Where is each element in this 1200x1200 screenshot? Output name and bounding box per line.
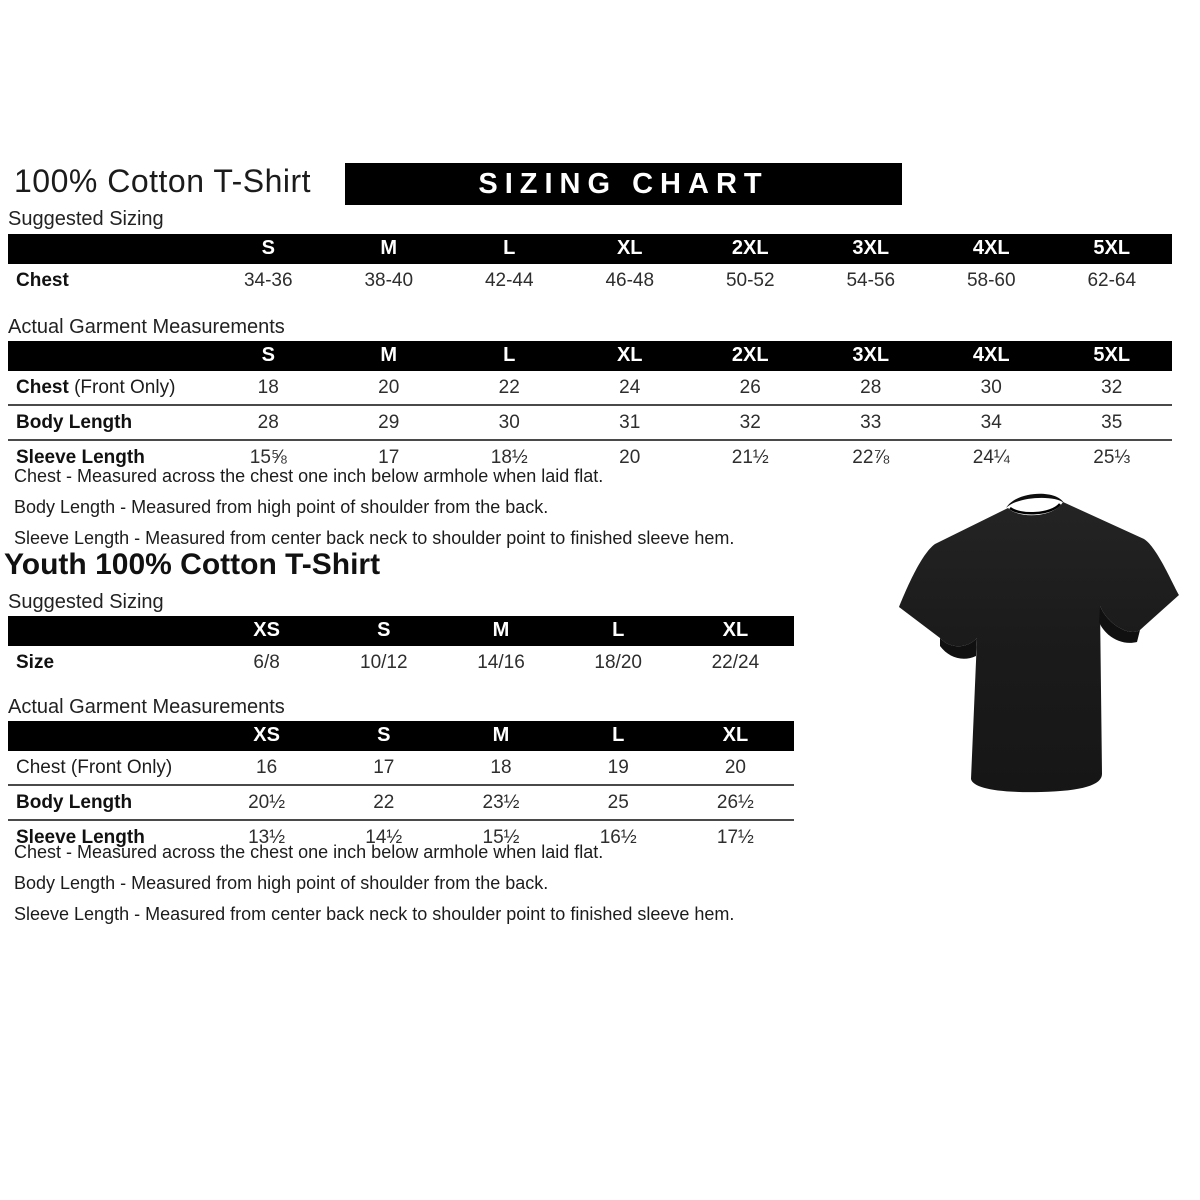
adult-actual-measurements-label: Actual Garment Measurements xyxy=(8,316,285,338)
table-cell: 10/12 xyxy=(360,652,408,673)
table-cell: 33 xyxy=(860,412,882,433)
sizing-chart-banner: SIZING CHART xyxy=(345,163,902,205)
adult-measurement-notes xyxy=(14,466,734,559)
column-header: L xyxy=(560,616,677,646)
column-header: M xyxy=(442,616,559,646)
column-header: 2XL xyxy=(690,234,811,264)
row-label xyxy=(8,371,208,404)
column-header: 5XL xyxy=(1052,234,1173,264)
column-header: 2XL xyxy=(690,341,811,371)
table-cell: 19 xyxy=(607,757,629,778)
adult-actual-measurements-table xyxy=(8,341,1172,474)
column-header: L xyxy=(560,721,677,751)
column-header: XL xyxy=(677,616,794,646)
column-header: M xyxy=(442,721,559,751)
youth-actual-measurements-label: Actual Garment Measurements xyxy=(8,696,285,718)
row-label: Body Length xyxy=(16,412,133,433)
table-cell: 22⅞ xyxy=(852,447,890,468)
table-cell: 16½ xyxy=(599,827,637,848)
table-cell: 42-44 xyxy=(484,270,534,291)
table-cell: 32 xyxy=(1101,377,1123,398)
column-header: S xyxy=(208,234,329,264)
table-cell: 35 xyxy=(1101,412,1123,433)
table-cell: 6/8 xyxy=(253,652,280,673)
table-cell: 24¼ xyxy=(972,447,1010,468)
table-cell: 18/20 xyxy=(594,652,642,673)
youth-suggested-sizing-label: Suggested Sizing xyxy=(8,591,164,613)
column-header-empty xyxy=(8,234,208,264)
table-cell: 22 xyxy=(498,377,520,398)
table-cell: 13½ xyxy=(248,827,286,848)
column-header: 5XL xyxy=(1052,341,1173,371)
table-cell: 23½ xyxy=(482,792,520,813)
table-cell: 32 xyxy=(739,412,761,433)
column-header-empty xyxy=(8,341,208,371)
column-header: XS xyxy=(208,616,325,646)
table-cell: 62-64 xyxy=(1087,270,1137,291)
column-header-empty xyxy=(8,721,208,751)
column-header: 4XL xyxy=(931,234,1052,264)
note-chest: Chest - Measured across the chest one inch below armhole when laid flat. xyxy=(14,466,604,486)
adult-suggested-sizing-table xyxy=(8,234,1172,297)
table-cell: 30 xyxy=(498,412,520,433)
table-cell: 50-52 xyxy=(725,270,775,291)
youth-measurement-notes xyxy=(14,842,734,935)
row-label-note: (Front Only) xyxy=(68,377,176,398)
column-header: S xyxy=(208,341,329,371)
column-header-empty xyxy=(8,616,208,646)
row-label-main: Chest xyxy=(16,377,69,398)
column-header: 3XL xyxy=(811,341,932,371)
column-header: 3XL xyxy=(811,234,932,264)
table-cell: 20 xyxy=(724,757,746,778)
row-label: Body Length xyxy=(16,792,133,813)
youth-suggested-sizing-table xyxy=(8,616,794,679)
note-body-length: Body Length - Measured from high point of shoulder from the back. xyxy=(14,873,549,893)
note-body-length: Body Length - Measured from high point of shoulder from the back. xyxy=(14,497,549,517)
column-header: XL xyxy=(677,721,794,751)
table-cell: 46-48 xyxy=(605,270,655,291)
table-cell: 15½ xyxy=(482,827,520,848)
row-label: Chest (Front Only) xyxy=(16,757,173,778)
table-cell: 25 xyxy=(607,792,629,813)
column-header: S xyxy=(325,721,442,751)
table-cell: 26 xyxy=(739,377,761,398)
column-header: 4XL xyxy=(931,341,1052,371)
table-cell: 18 xyxy=(490,757,512,778)
table-cell: 54-56 xyxy=(846,270,896,291)
column-header: XS xyxy=(208,721,325,751)
row-label: Size xyxy=(16,652,55,673)
adult-suggested-sizing-label: Suggested Sizing xyxy=(8,208,164,230)
table-cell: 28 xyxy=(860,377,882,398)
table-cell: 22 xyxy=(373,792,395,813)
table-cell: 20 xyxy=(619,447,641,468)
table-cell: 20 xyxy=(378,377,400,398)
row-label: Sleeve Length xyxy=(16,827,145,848)
table-cell: 24 xyxy=(619,377,641,398)
youth-section-title: Youth 100% Cotton T-Shirt xyxy=(4,548,381,581)
table-cell: 20½ xyxy=(248,792,286,813)
page-title: 100% Cotton T-Shirt xyxy=(14,163,312,199)
table-cell: 34-36 xyxy=(243,270,293,291)
table-cell: 22/24 xyxy=(711,652,760,673)
tshirt-collar xyxy=(1006,494,1064,508)
column-header: M xyxy=(329,234,450,264)
table-cell: 28 xyxy=(257,412,279,433)
table-cell: 30 xyxy=(980,377,1002,398)
table-cell: 17 xyxy=(373,757,395,778)
note-sleeve-length: Sleeve Length - Measured from center back neck to shoulder point to finished sleeve hem. xyxy=(14,904,735,924)
note-sleeve-length: Sleeve Length - Measured from center back neck to shoulder point to finished sleeve hem. xyxy=(14,528,735,548)
column-header: L xyxy=(449,234,570,264)
row-label: Chest xyxy=(16,270,69,291)
table-cell: 15⅝ xyxy=(249,447,287,468)
column-header: L xyxy=(449,341,570,371)
column-header: XL xyxy=(570,341,691,371)
column-header: S xyxy=(325,616,442,646)
table-cell: 31 xyxy=(619,412,641,433)
table-cell: 21½ xyxy=(731,447,769,468)
table-cell: 26½ xyxy=(716,792,754,813)
table-cell: 18½ xyxy=(490,447,528,468)
column-header: M xyxy=(329,341,450,371)
row-label: Sleeve Length xyxy=(16,447,145,468)
youth-actual-measurements-table xyxy=(8,721,794,854)
table-cell: 34 xyxy=(980,412,1002,433)
table-cell: 58-60 xyxy=(966,270,1016,291)
table-cell: 17½ xyxy=(716,827,754,848)
table-cell: 14/16 xyxy=(477,652,525,673)
table-cell: 14½ xyxy=(365,827,403,848)
table-cell: 17 xyxy=(378,447,400,468)
table-cell: 18 xyxy=(257,377,279,398)
table-cell: 16 xyxy=(256,757,278,778)
column-header: XL xyxy=(570,234,691,264)
table-cell: 38-40 xyxy=(364,270,414,291)
note-chest: Chest - Measured across the chest one inch below armhole when laid flat. xyxy=(14,842,604,862)
table-cell: 29 xyxy=(378,412,400,433)
table-cell: 25⅓ xyxy=(1093,447,1131,468)
black-tshirt-image xyxy=(893,485,1185,807)
